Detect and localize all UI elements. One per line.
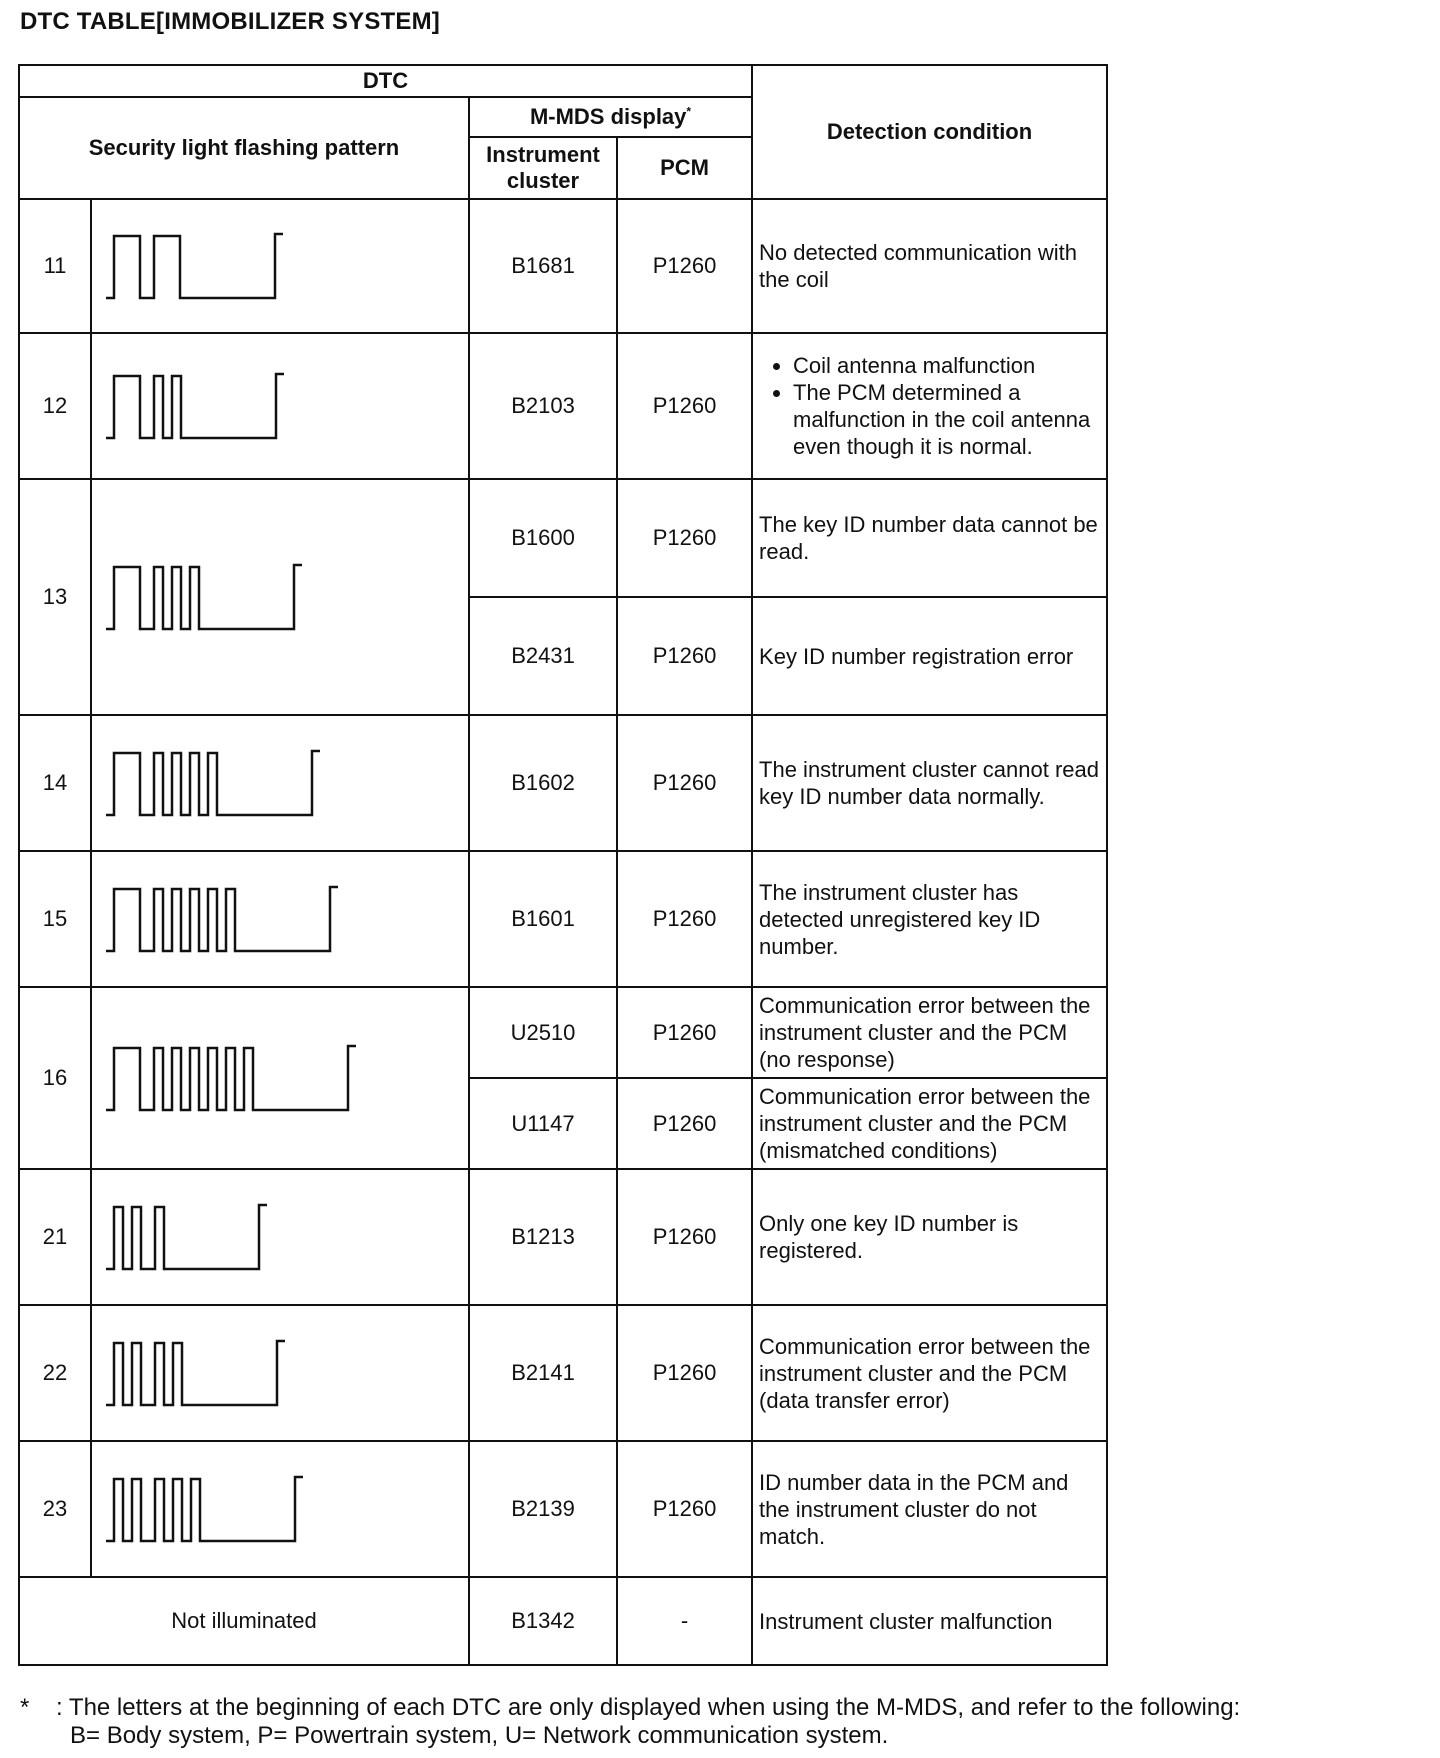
table-row [19,1577,1107,1665]
dtc-number: 22 [19,1305,91,1441]
pattern-header: Security light flashing pattern [19,97,469,199]
detection-condition: Communication error between the instrument cluster and the PCM (no response) [752,987,1107,1078]
pcm-header: PCM [617,137,752,199]
flash-pattern-graphic [104,743,444,823]
detection-condition: Communication error between the instrument cluster and the PCM (mismatched conditions) [752,1078,1107,1169]
cluster-code: B2141 [469,1305,617,1441]
flash-pattern-graphic [104,557,444,637]
dtc-number: 16 [19,987,91,1169]
footnote-line-2: B= Body system, P= Powertrain system, U= Network communication system. [70,1722,889,1749]
flash-pattern [91,479,469,715]
flash-waveform [106,1205,267,1269]
flash-pattern-graphic [104,1038,464,1118]
flash-pattern-graphic [104,1197,444,1277]
flash-pattern-graphic [104,879,444,959]
detection-condition: The key ID number data cannot be read. [752,479,1107,597]
flash-waveform [106,374,284,438]
condition-list [759,352,1100,460]
dtc-number: 13 [19,479,91,715]
table-row [19,1305,1107,1441]
flash-pattern-graphic [104,226,444,306]
table-row [19,851,1107,987]
table-row [19,1169,1107,1305]
cluster-code: B1342 [469,1577,617,1665]
cluster-code: B2139 [469,1441,617,1577]
flash-waveform [106,887,338,951]
cluster-code: B1602 [469,715,617,851]
pcm-code: P1260 [617,597,752,715]
flash-pattern-graphic [104,366,444,446]
dtc-number: 15 [19,851,91,987]
dtc-number: 23 [19,1441,91,1577]
detection-condition: Key ID number registration error [752,597,1107,715]
flash-waveform [106,751,320,815]
cluster-code: B1600 [469,479,617,597]
cluster-code: B1213 [469,1169,617,1305]
not-illuminated-label: Not illuminated [19,1577,469,1665]
flash-pattern [91,987,469,1169]
detection-condition: The instrument cluster cannot read key ID number data normally. [752,715,1107,851]
pcm-code: P1260 [617,987,752,1078]
flash-pattern [91,199,469,333]
mmds-footnote-mark: * [686,104,692,119]
table-row [19,333,1107,479]
condition-header: Detection condition [752,65,1107,199]
footnote-line-1: : The letters at the beginning of each DTC are only displayed when using the M-MDS, and refer to the following: [56,1694,1241,1721]
detection-condition: Instrument cluster malfunction [752,1577,1107,1665]
pcm-code: P1260 [617,199,752,333]
flash-pattern [91,333,469,479]
dtc-header: DTC [19,65,752,97]
table-row [19,479,1107,597]
dtc-number: 21 [19,1169,91,1305]
pcm-code: P1260 [617,715,752,851]
dtc-number: 12 [19,333,91,479]
cluster-code: U2510 [469,987,617,1078]
flash-pattern [91,1169,469,1305]
table-row [19,987,1107,1078]
cluster-code: B1601 [469,851,617,987]
mmds-header [469,97,752,137]
dtc-number: 11 [19,199,91,333]
cluster-header: Instrument cluster [469,137,617,199]
flash-waveform [106,1046,356,1110]
footnote-text [56,1694,1440,1750]
cluster-code: B2431 [469,597,617,715]
detection-condition: The instrument cluster has detected unregistered key ID number. [752,851,1107,987]
flash-pattern-graphic [104,1469,444,1549]
pcm-code: P1260 [617,479,752,597]
page-title: DTC TABLE[IMMOBILIZER SYSTEM] [20,8,440,35]
cluster-code: B2103 [469,333,617,479]
table-row [19,715,1107,851]
detection-condition: ID number data in the PCM and the instrument cluster do not match. [752,1441,1107,1577]
pcm-code: P1260 [617,1305,752,1441]
pcm-code: P1260 [617,1441,752,1577]
flash-waveform [106,234,283,298]
flash-pattern [91,1441,469,1577]
flash-waveform [106,1477,303,1541]
table-row [19,1441,1107,1577]
detection-condition: Only one key ID number is registered. [752,1169,1107,1305]
flash-pattern-graphic [104,1333,444,1413]
table-row [19,199,1107,333]
flash-waveform [106,1341,285,1405]
cluster-code: U1147 [469,1078,617,1169]
pcm-code: P1260 [617,851,752,987]
pcm-code: P1260 [617,1078,752,1169]
flash-pattern [91,715,469,851]
footnote-mark: * [20,1694,30,1721]
flash-pattern [91,1305,469,1441]
condition-bullet: • Coil antenna malfunction [793,352,1100,379]
detection-condition [752,333,1107,479]
flash-waveform [106,565,302,629]
pcm-code: - [617,1577,752,1665]
flash-pattern [91,851,469,987]
cluster-code: B1681 [469,199,617,333]
condition-bullet: • The PCM determined a malfunction in the coil antenna even though it is normal. [793,379,1100,460]
dtc-table [18,64,1108,1666]
pcm-code: P1260 [617,333,752,479]
detection-condition: Communication error between the instrument cluster and the PCM (data transfer error) [752,1305,1107,1441]
detection-condition: No detected communication with the coil [752,199,1107,333]
dtc-number: 14 [19,715,91,851]
mmds-label: M-MDS display [529,104,687,129]
pcm-code: P1260 [617,1169,752,1305]
